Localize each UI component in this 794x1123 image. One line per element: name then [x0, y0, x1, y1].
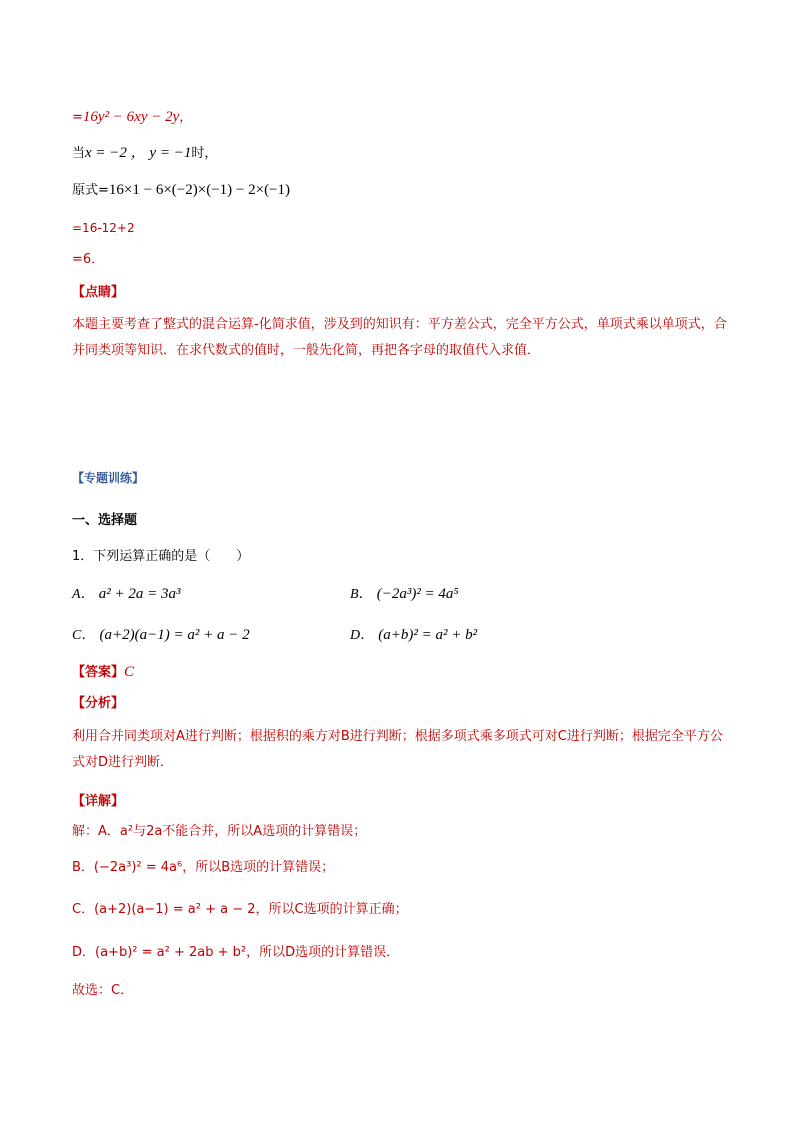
option-d-formula: (a+b)² = a² + b²: [378, 627, 478, 643]
option-d: D． (a+b)² = a² + b²: [350, 627, 478, 643]
answer-value: C: [124, 664, 135, 680]
answer-line: [72, 662, 134, 683]
calc-line-3: 原式=16×1 − 6×(−2)×(−1) − 2×(−1): [72, 182, 291, 198]
detail-conclusion: 故选：C．: [72, 983, 134, 998]
section-title: 一、选择题: [72, 513, 138, 528]
option-c: C． (a+2)(a−1) = a² + a − 2: [72, 627, 250, 643]
option-b: B． (−2a³)² = 4a⁵: [350, 586, 459, 602]
analysis-heading: 【分析】: [72, 696, 125, 711]
calc-line-4: =16-12+2: [72, 221, 135, 235]
calc-line-1: =16y² − 6xy − 2y，: [72, 109, 193, 125]
option-a: A． a² + 2a = 3a³: [72, 586, 181, 602]
option-b-formula: (−2a³)² = 4a⁵: [376, 586, 459, 602]
dianjing-heading: 【点睛】: [72, 285, 125, 300]
formula-simplified: 16y² − 6xy − 2y: [82, 109, 180, 125]
dianjing-text: 本题主要考查了整式的混合运算-化简求值，涉及到的知识有：平方差公式，完全平方公式，单项式乘以单项式，合并同类项等知识．在求代数式的值时，一般先化简，再把各字母的取值代入求值．: [72, 317, 727, 358]
calc-line-5: =6．: [72, 252, 105, 267]
option-a-formula: a² + 2a = 3a³: [98, 586, 181, 602]
detail-line-b: B．(−2a³)² = 4a⁶，所以B选项的计算错误；: [72, 860, 335, 875]
formula-values: x = −2 ， y = −1: [85, 145, 192, 161]
analysis-text: 利用合并同类项对A进行判断；根据积的乘方对B进行判断；根据多项式乘多项式可对C进行判断；根据完全平方公式对D进行判断．: [72, 729, 723, 770]
answer-heading: 【答案】: [72, 665, 125, 680]
training-heading: 【专题训练】: [72, 471, 145, 485]
option-c-formula: (a+2)(a−1) = a² + a − 2: [99, 627, 250, 643]
detail-line-d: D．(a+b)² = a² + 2ab + b²，所以D选项的计算错误．: [72, 945, 400, 960]
question-text: 1．下列运算正确的是（ ）: [72, 549, 250, 564]
detail-line-c: C．(a+2)(a−1) = a² + a − 2，所以C选项的计算正确；: [72, 902, 408, 917]
detail-line-a: 解：A．a²与2a不能合并，所以A选项的计算错误；: [72, 824, 367, 839]
calc-line-2: 当x = −2 ， y = −1时，: [72, 145, 218, 161]
formula-substitution: 16×1 − 6×(−2)×(−1) − 2×(−1): [108, 182, 291, 198]
detail-heading: 【详解】: [72, 794, 125, 809]
